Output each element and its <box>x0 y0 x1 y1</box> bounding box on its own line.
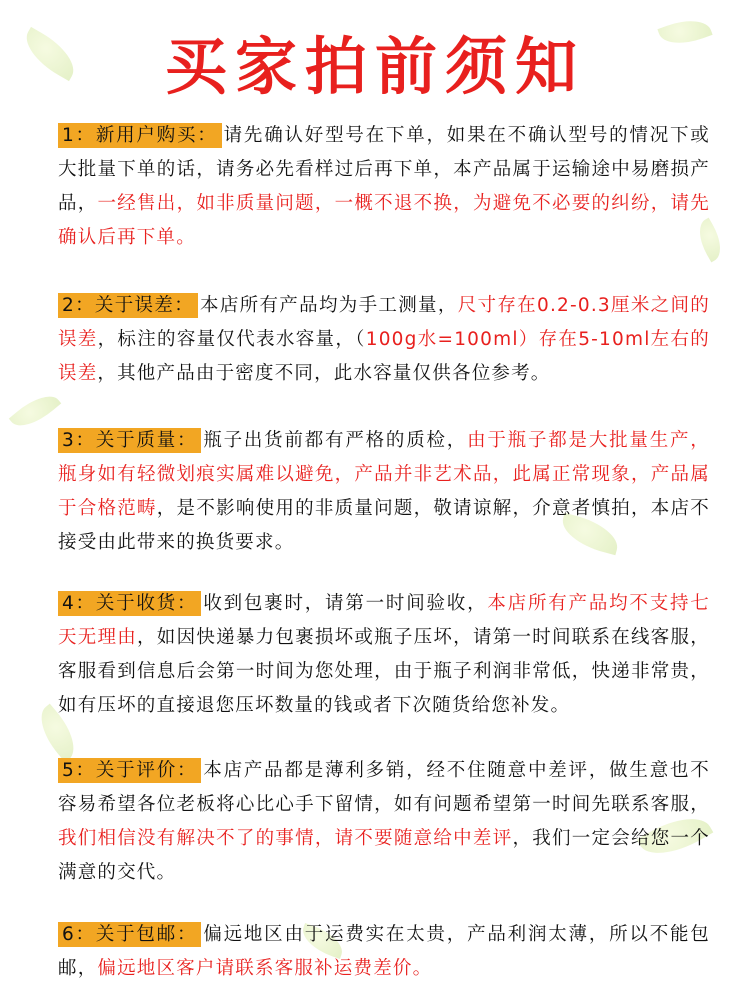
section-label: 1：新用户购买： <box>58 123 222 148</box>
leaf-decoration <box>9 387 61 436</box>
notice-section-error <box>58 289 710 391</box>
section-text: 本店所有产品均为手工测量， <box>200 295 458 316</box>
section-tail: ，其他产品由于密度不同，此水容量仅供各位参考。 <box>97 363 551 384</box>
section-label: 3：关于质量： <box>58 428 201 453</box>
section-label: 4：关于收货： <box>58 591 201 616</box>
section-text: 瓶子出货前都有严格的质检， <box>203 430 468 451</box>
section-highlight: 由于瓶子都是大批量生产，瓶身如有轻微划痕实属难以避免，产品并非艺术品，此属正常现象，产品属于合格范畴 <box>58 430 710 519</box>
section-label: 5：关于评价： <box>58 758 201 783</box>
section-highlight: 本店所有产品均不支持七天无理由 <box>58 593 710 648</box>
section-label: 2：关于误差： <box>58 293 198 318</box>
section-text: 偏远地区由于运费实在太贵，产品利润太薄，所以不能包邮， <box>58 924 710 979</box>
section-highlight: 尺寸存在0.2-0.3厘米之间的误差 <box>58 295 710 350</box>
section-label: 6：关于包邮： <box>58 922 201 947</box>
section-highlight: 偏远地区客户请联系客服补运费差价。 <box>97 958 433 979</box>
section-text-mid: ，标注的容量仅代表水容量，（ <box>97 329 366 350</box>
section-tail: ，我们一定会给您一个满意的交代。 <box>58 828 710 883</box>
section-highlight: 我们相信没有解决不了的事情，请不要随意给中差评 <box>58 828 513 849</box>
notice-section-receiving <box>58 587 710 723</box>
page-title: 买家拍前须知 <box>164 30 585 103</box>
section-text: 请先确认好型号在下单，如果在不确认型号的情况下或大批量下单的话，请务必先看样过后再下单，本产品属于运输途中易磨损产品， <box>58 125 710 214</box>
section-text: 本店产品都是薄利多销，经不住随意中差评，做生意也不容易希望各位老板将心比心手下留情，如有问题希望第一时间先联系客服， <box>58 760 710 815</box>
notice-section-quality <box>58 424 710 560</box>
section-tail: ，如因快递暴力包裹损坏或瓶子压坏，请第一时间联系在线客服，客服看到信息后会第一时间为您处理，由于瓶子利润非常低，快递非常贵，如有压坏的直接退您压坏数量的钱或者下次随货给您补发。 <box>58 627 710 716</box>
notice-section-review <box>58 754 710 890</box>
notice-section-shipping <box>58 918 710 986</box>
section-tail: ，是不影响使用的非质量问题，敬请谅解，介意者慎拍，本店不接受由此带来的换货要求。 <box>58 498 710 553</box>
notice-section-new-buyer <box>58 119 710 255</box>
section-highlight-2: 100g水=100ml）存在5-10ml左右的误差 <box>58 329 710 384</box>
section-highlight: 一经售出，如非质量问题，一概不退不换，为避免不必要的纠纷，请先确认后再下单。 <box>58 193 711 248</box>
section-text: 收到包裹时，请第一时间验收， <box>203 593 488 614</box>
